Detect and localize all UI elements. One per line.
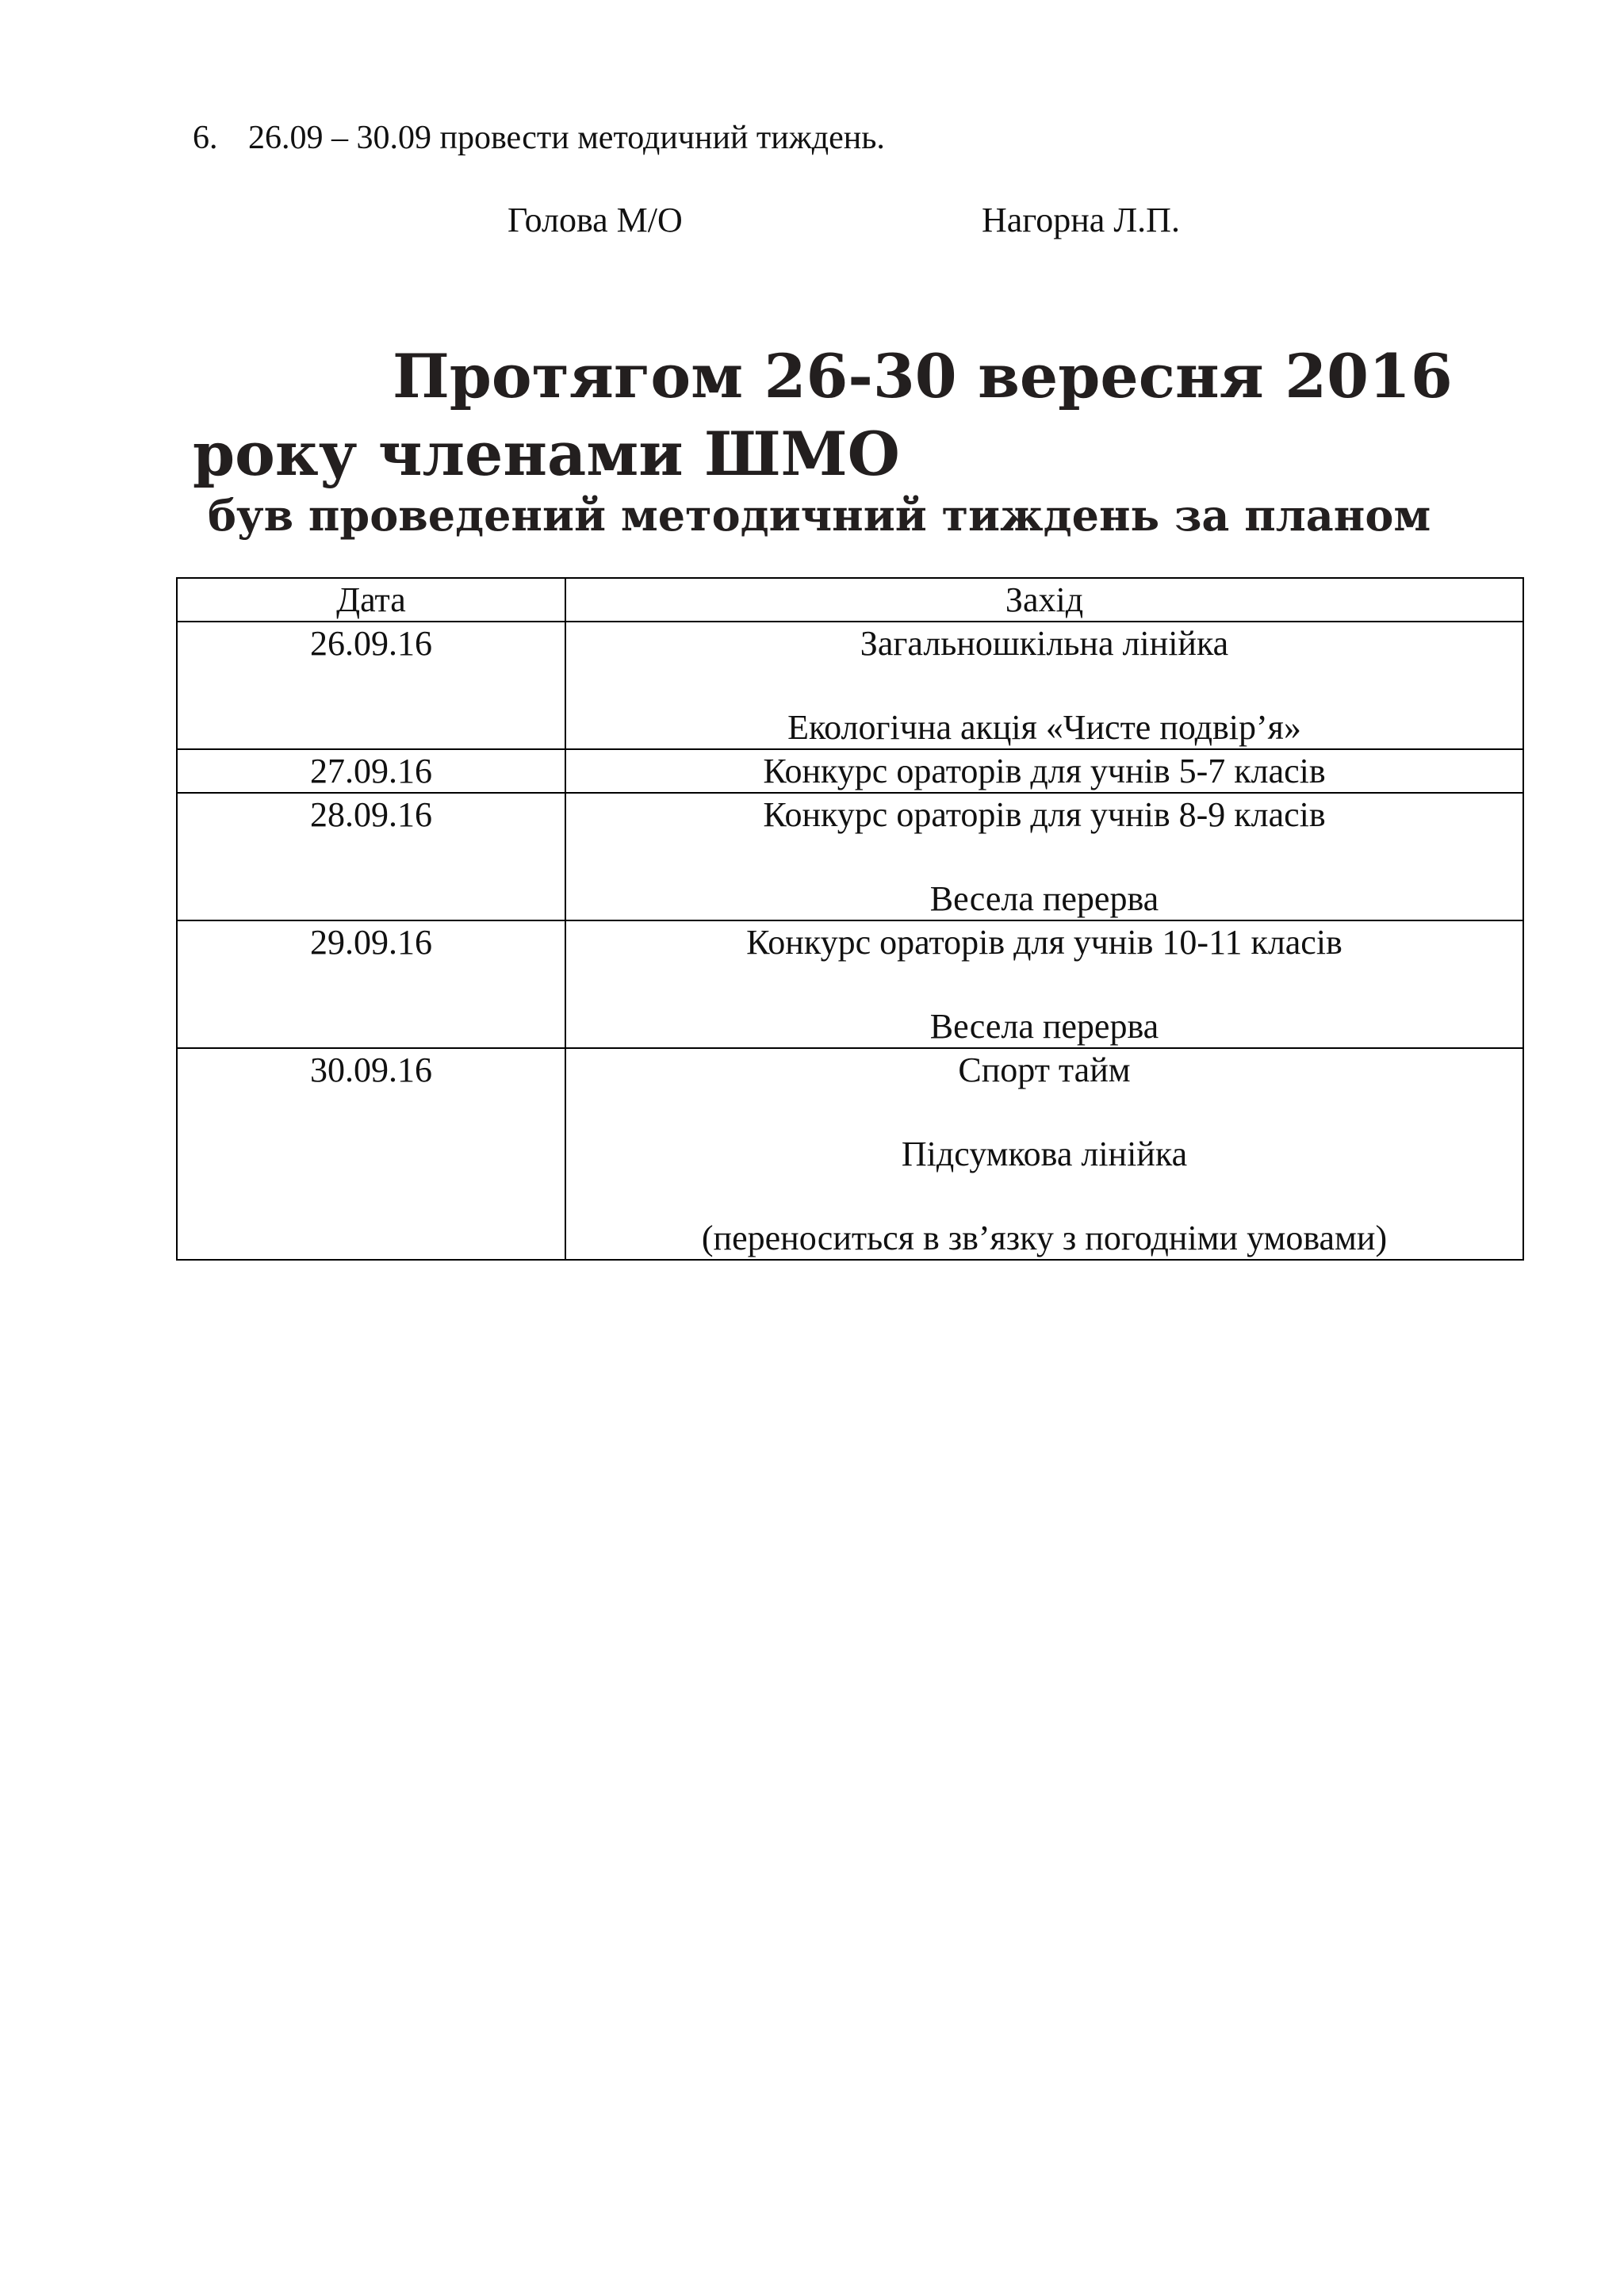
table-row bbox=[177, 749, 1523, 793]
list-item-6 bbox=[193, 119, 885, 157]
header-date: Дата bbox=[177, 578, 565, 622]
table-row bbox=[177, 622, 1523, 749]
event-item: Загальношкільна лінійка bbox=[860, 624, 1229, 663]
heading-line-3: був проведений методичний тиждень за планом bbox=[208, 490, 1431, 541]
row-events bbox=[565, 920, 1523, 1048]
row-events bbox=[565, 793, 1523, 920]
row-date: 27.09.16 bbox=[177, 749, 565, 793]
event-item: Спорт тайм bbox=[958, 1050, 1131, 1089]
signature-name: Нагорна Л.П. bbox=[982, 201, 1180, 239]
event-item: Конкурс ораторів для учнів 10-11 класів bbox=[746, 923, 1342, 962]
event-item: (переноситься в зв’язку з погодніми умовами) bbox=[701, 1219, 1388, 1257]
table-row bbox=[177, 920, 1523, 1048]
signature-role: Голова М/О bbox=[508, 201, 683, 239]
row-events bbox=[565, 749, 1523, 793]
table-header-row bbox=[177, 578, 1523, 622]
row-date: 30.09.16 bbox=[177, 1048, 565, 1260]
event-item: Весела перерва bbox=[929, 879, 1159, 918]
schedule-table bbox=[176, 577, 1524, 1261]
table-row bbox=[177, 1048, 1523, 1260]
row-date: 26.09.16 bbox=[177, 622, 565, 749]
row-date: 28.09.16 bbox=[177, 793, 565, 920]
table-row bbox=[177, 793, 1523, 920]
item-number: 6. bbox=[193, 120, 218, 156]
row-date: 29.09.16 bbox=[177, 920, 565, 1048]
event-item: Весела перерва bbox=[929, 1007, 1159, 1046]
item-text: 26.09 – 30.09 провести методичний тиждень. bbox=[248, 120, 885, 156]
heading-line-2: року членами ШМО bbox=[193, 419, 900, 489]
event-item: Підсумкова лінійка bbox=[901, 1135, 1188, 1173]
event-item: Конкурс ораторів для учнів 5-7 класів bbox=[763, 752, 1326, 790]
row-events bbox=[565, 1048, 1523, 1260]
row-events bbox=[565, 622, 1523, 749]
header-event: Захід bbox=[565, 578, 1523, 622]
heading-line-1: Протягом 26-30 вересня 2016 bbox=[393, 341, 1453, 411]
event-item: Конкурс ораторів для учнів 8-9 класів bbox=[763, 795, 1326, 834]
event-item: Екологічна акція «Чисте подвір’я» bbox=[787, 708, 1301, 747]
